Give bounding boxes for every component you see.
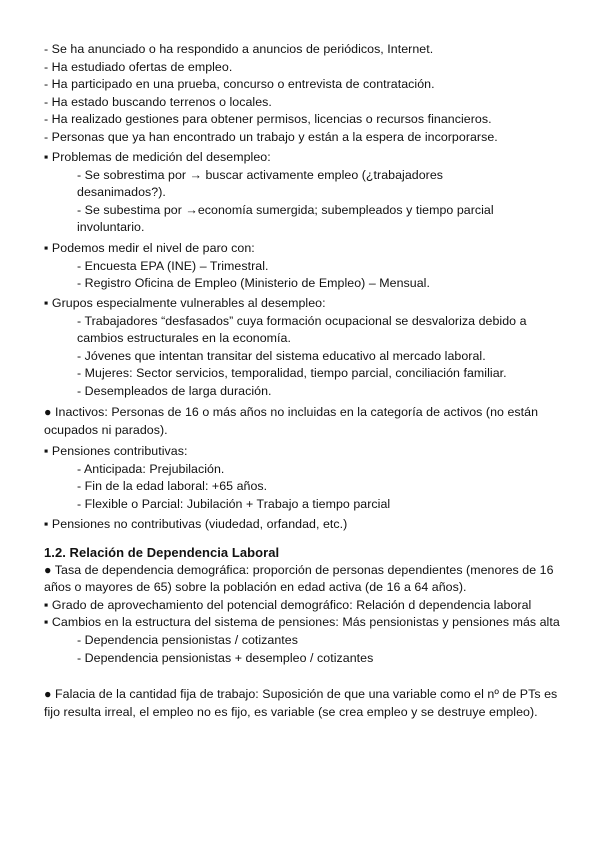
list-item: - Ha estado buscando terrenos o locales.	[44, 94, 272, 109]
list-item: - Ha realizado gestiones para obtener permisos, licencias o recursos financieros.	[44, 112, 492, 127]
list-item: - Desempleados de larga duración.	[77, 383, 272, 398]
dependency-section	[44, 544, 560, 667]
inactive-paragraph: ● Inactivos: Personas de 16 o más años no incluidas en la categoría de activos (no están ocupados ni parados).	[44, 405, 539, 437]
list-item: - Personas que ya han encontrado un trabajo y están a la espera de incorporarse.	[44, 129, 498, 144]
measurement-problems-section	[44, 149, 560, 237]
list-item: - Fin de la edad laboral: +65 años.	[77, 479, 268, 494]
section-heading: ▪ Problemas de medición del desempleo:	[44, 150, 271, 164]
list-item: - Ha estudiado ofertas de empleo.	[44, 59, 233, 74]
list-item: - Se subestima por →economía sumergida; subempleados y tiempo parcial involuntario.	[77, 202, 494, 235]
list-item: - Trabajadores “desfasados” cuya formación ocupacional se desvaloriza debido a cambios estructurales en la economía.	[77, 313, 527, 346]
list-item: - Se ha anunciado o ha respondido a anuncios de periódicos, Internet.	[44, 42, 434, 56]
list-item: - Dependencia pensionistas / cotizantes	[77, 632, 298, 647]
contributory-pensions-section	[44, 443, 560, 513]
section-heading: ▪ Podemos medir el nivel de paro con:	[44, 241, 255, 255]
list-item: - Anticipada: Prejubilación.	[77, 461, 225, 476]
list-item: - Mujeres: Sector servicios, temporalidad, tiempo parcial, conciliación familiar.	[77, 366, 507, 381]
dependency-rate-paragraph: ● Tasa de dependencia demográfica: proporción de personas dependientes (menores de 16 años o mayores de 65) sobre la población en edad activa (de 16 a 64 años).	[44, 562, 554, 595]
list-item: - Dependencia pensionistas + desempleo / cotizantes	[77, 650, 374, 665]
section-title: 1.2. Relación de Dependencia Laboral	[44, 545, 280, 560]
vulnerable-groups-section	[44, 295, 560, 401]
pension-changes-paragraph: ▪ Cambios en la estructura del sistema de pensiones: Más pensionistas y pensiones más alta	[44, 615, 560, 630]
fixed-work-fallacy-paragraph: ● Falacia de la cantidad fija de trabajo: Suposición de que una variable como el nº de PTs es fijo resulta irreal, el empleo no es fijo, es variable (se crea empleo y se destruye empleo).	[44, 687, 558, 719]
list-item: - Se sobrestima por → buscar activamente empleo (¿trabajadores desanimados?).	[77, 167, 444, 200]
list-item: - Encuesta EPA (INE) – Trimestral.	[77, 258, 269, 273]
unemployment-measure-section	[44, 240, 560, 293]
demographic-potential-item: ▪ Grado de aprovechamiento del potencial demográfico: Relación d dependencia laboral	[44, 597, 532, 612]
list-item: - Flexible o Parcial: Jubilación + Trabajo a tiempo parcial	[77, 496, 391, 511]
list-item: - Ha participado en una prueba, concurso o entrevista de contratación.	[44, 77, 435, 92]
section-heading: ▪ Pensiones contributivas:	[44, 444, 188, 458]
non-contributory-pensions: ▪ Pensiones no contributivas (viudedad, orfandad, etc.)	[44, 517, 348, 531]
list-item: - Registro Oficina de Empleo (Ministerio de Empleo) – Mensual.	[77, 276, 430, 291]
search-methods-list	[44, 41, 560, 147]
list-item: - Jóvenes que intentan transitar del sistema educativo al mercado laboral.	[77, 348, 486, 363]
section-heading: ▪ Grupos especialmente vulnerables al desempleo:	[44, 296, 326, 310]
